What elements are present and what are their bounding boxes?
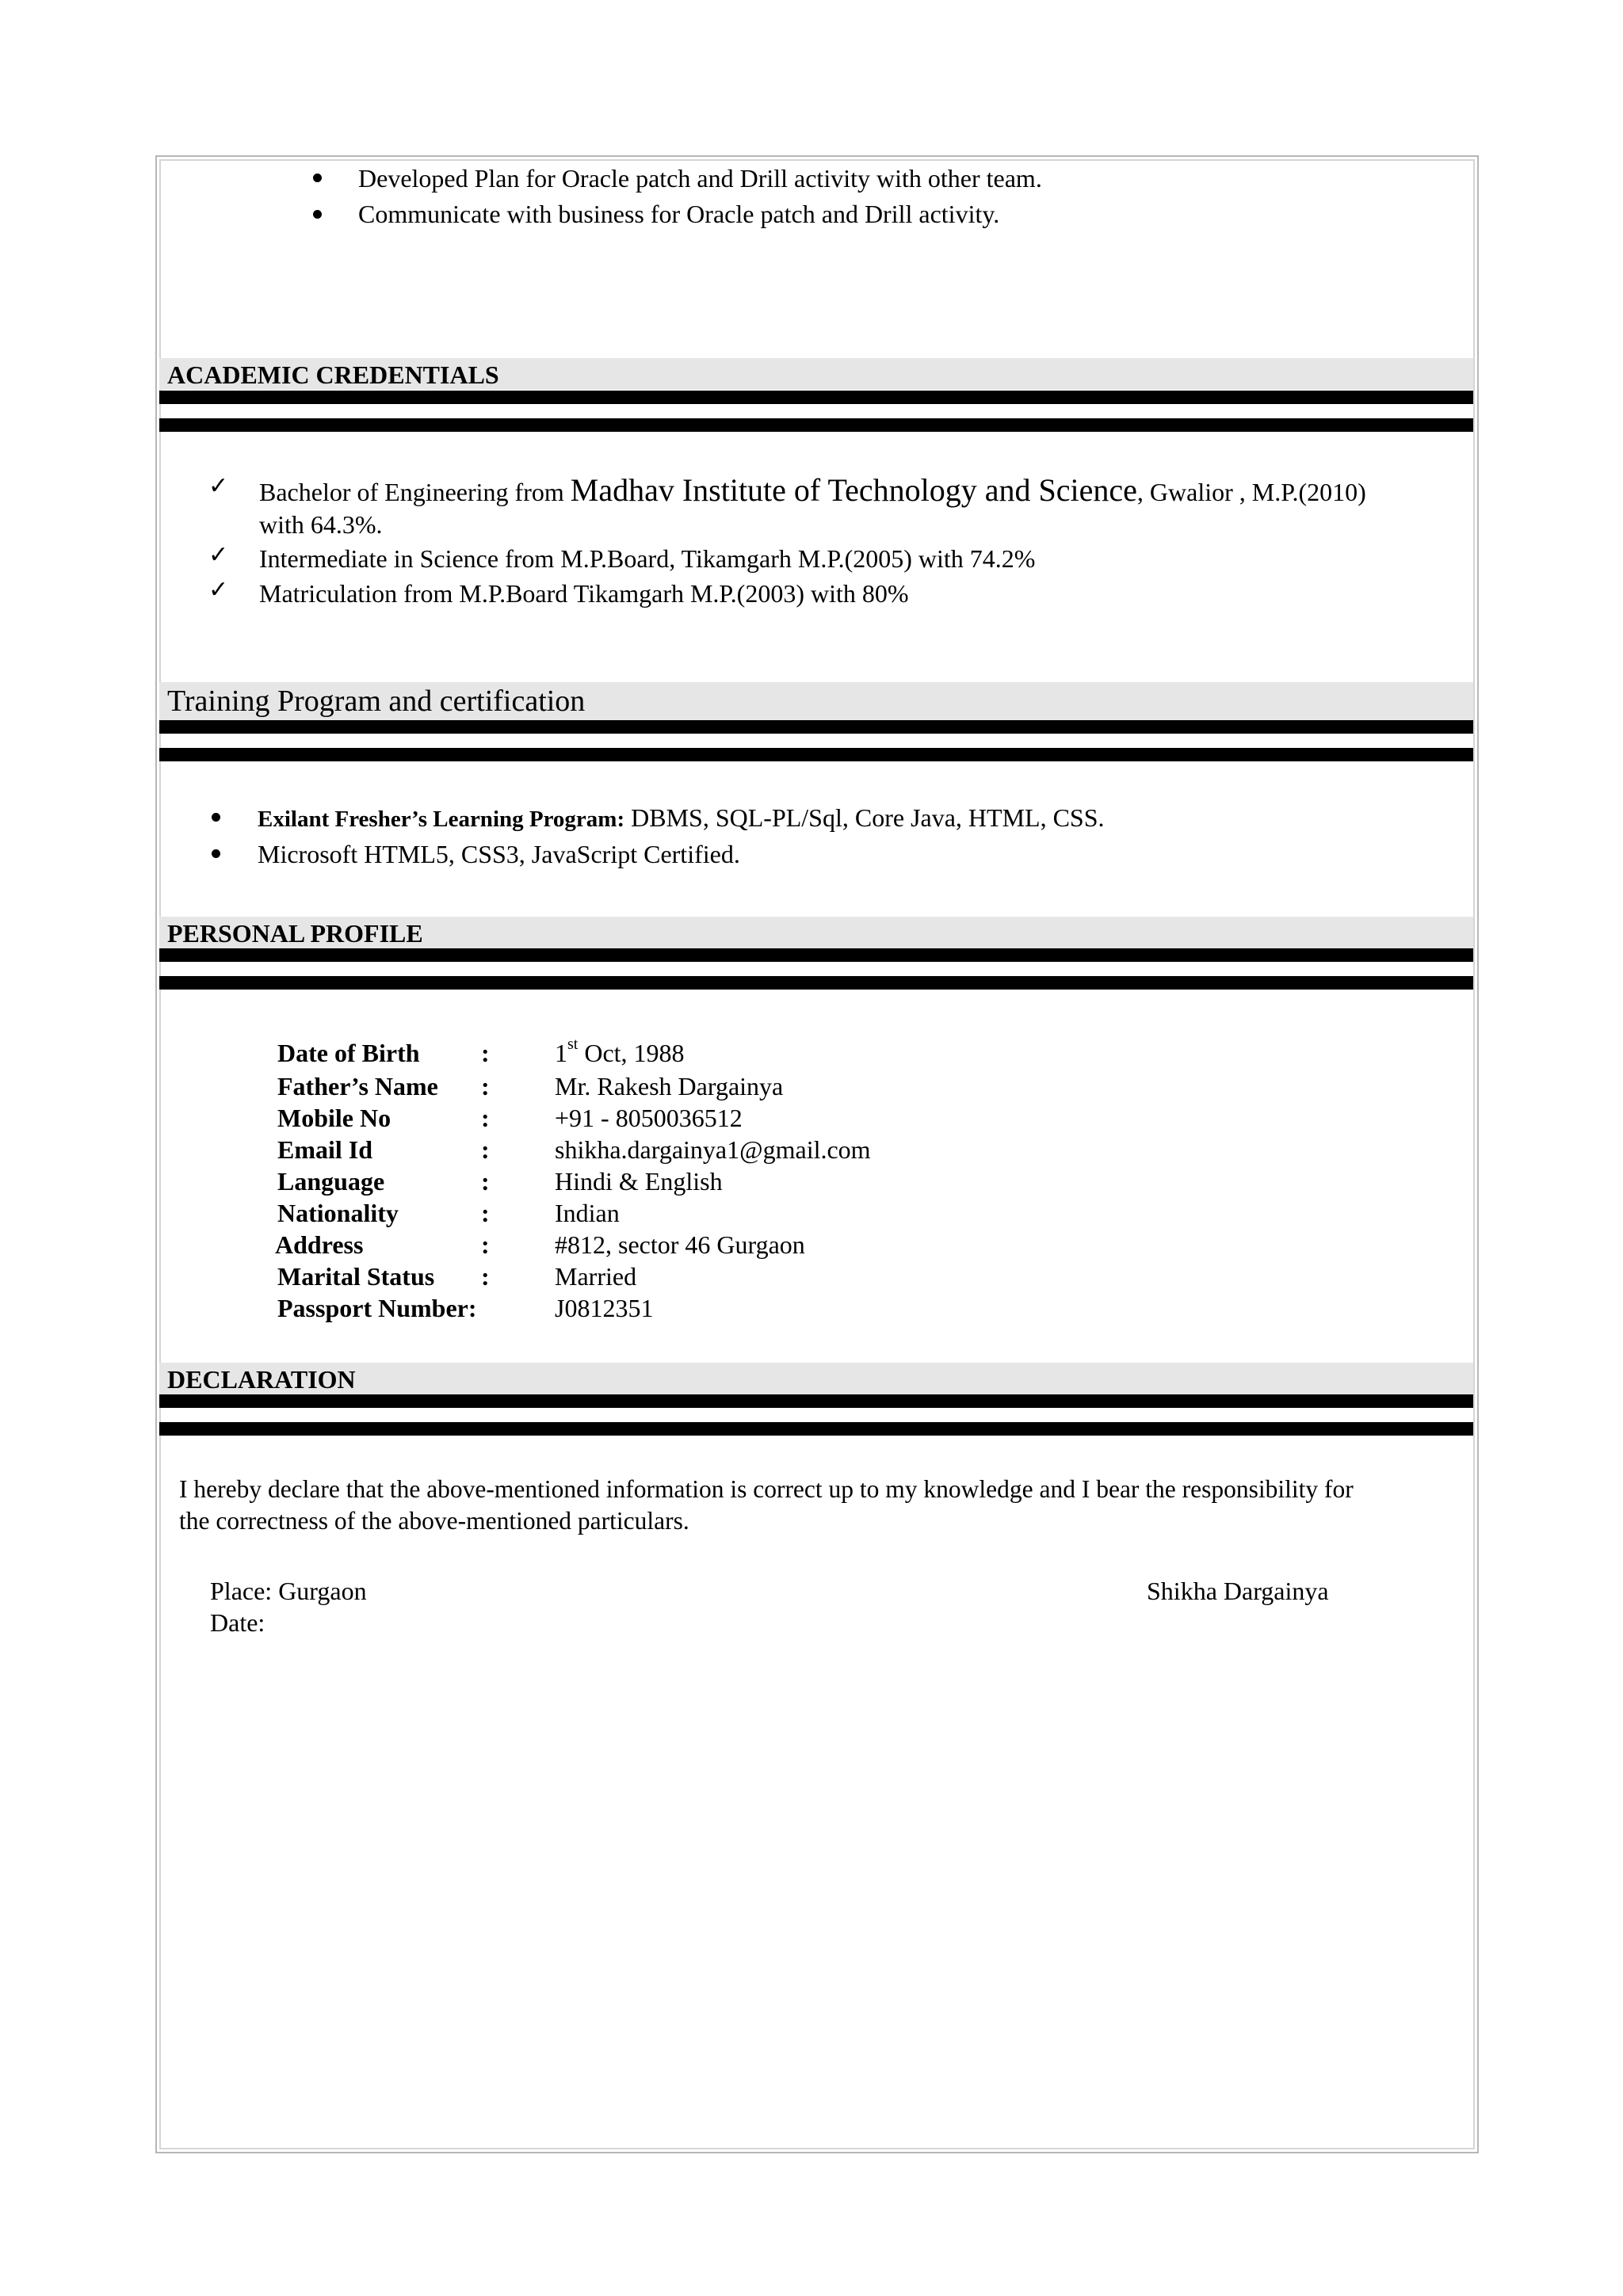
address-label: Address [275,1230,364,1259]
declaration-line-2: the correctness of the above-mentioned particulars. [179,1507,689,1535]
declaration-line-1: I hereby declare that the above-mentioned information is correct up to my knowledge and I bear the responsibility for [179,1475,1354,1503]
institute-name: Madhav Institute of Technology and Science [570,472,1137,508]
bullet-dot [212,849,220,858]
program-topics: DBMS, SQL-PL/Sql, Core Java, HTML, CSS. [624,803,1105,832]
bullet-dot [313,174,322,182]
date: Date: [210,1608,265,1637]
address-value: #812, sector 46 Gurgaon [555,1230,805,1259]
place: Place: Gurgaon [210,1577,367,1605]
colon: : [481,1104,490,1132]
section-rule [159,1394,1473,1408]
personal-title: PERSONAL PROFILE [167,919,423,948]
training-title: Training Program and certification [167,685,586,718]
training-item-2: Microsoft HTML5, CSS3, JavaScript Certified. [258,840,740,868]
declaration-title: DECLARATION [167,1365,356,1394]
section-rule [159,418,1473,432]
nationality-label: Nationality [277,1199,399,1227]
institute-location: , Gwalior , M.P.(2010) [1136,478,1366,506]
marital-status-value: Married [555,1262,637,1291]
colon: : [481,1167,490,1196]
academic-item-2: Intermediate in Science from M.P.Board, Tikamgarh M.P.(2005) with 74.2% [259,544,1036,573]
section-rule [159,948,1473,962]
dob-suffix: st [567,1035,579,1054]
father-name-value: Mr. Rakesh Dargainya [555,1072,784,1100]
passport-label: Passport Number: [277,1294,477,1322]
dob-label: Date of Birth [277,1039,420,1067]
colon: : [481,1039,490,1067]
degree-text: Bachelor of Engineering from [259,478,571,506]
dob-month-year: Oct, 1988 [578,1039,685,1067]
dob-value [555,1035,685,1068]
mobile-value: +91 - 8050036512 [555,1104,743,1132]
academic-item-1-line2: with 64.3%. [259,510,383,539]
section-rule [159,391,1473,404]
language-label: Language [277,1167,385,1196]
father-name-label: Father’s Name [277,1072,438,1100]
academic-item-3: Matriculation from M.P.Board Tikamgarh M.P.(2003) with 80% [259,579,909,608]
marital-status-label: Marital Status [277,1262,435,1291]
nationality-value: Indian [555,1199,620,1227]
colon: : [481,1230,490,1259]
colon: : [481,1135,490,1164]
section-rule [159,720,1473,734]
mobile-label: Mobile No [277,1104,391,1132]
program-name: Exilant Fresher’s Learning Program: [258,807,625,832]
email-value: shikha.dargainya1@gmail.com [555,1135,871,1164]
training-item-1 [258,802,1105,835]
academic-title: ACADEMIC CREDENTIALS [167,360,499,389]
language-value: Hindi & English [555,1167,723,1196]
signature-name: Shikha Dargainya [1147,1577,1329,1605]
checkmark-icon: ✓ [208,576,229,604]
work-bullet-1: Developed Plan for Oracle patch and Drill activity with other team. [358,164,1042,193]
colon: : [481,1262,490,1291]
colon: : [481,1199,490,1227]
email-label: Email Id [277,1135,373,1164]
section-rule [159,1422,1473,1436]
colon: : [481,1072,490,1100]
checkmark-icon: ✓ [208,472,229,500]
work-bullet-2: Communicate with business for Oracle patch and Drill activity. [358,200,1000,228]
checkmark-icon: ✓ [208,541,229,569]
bullet-dot [212,813,220,822]
passport-value: J0812351 [555,1294,654,1322]
academic-item-1 [259,472,1366,508]
bullet-dot [313,210,322,219]
section-header-bg [159,1363,1473,1394]
dob-day: 1 [555,1039,567,1067]
section-rule [159,748,1473,761]
section-rule [159,976,1473,990]
